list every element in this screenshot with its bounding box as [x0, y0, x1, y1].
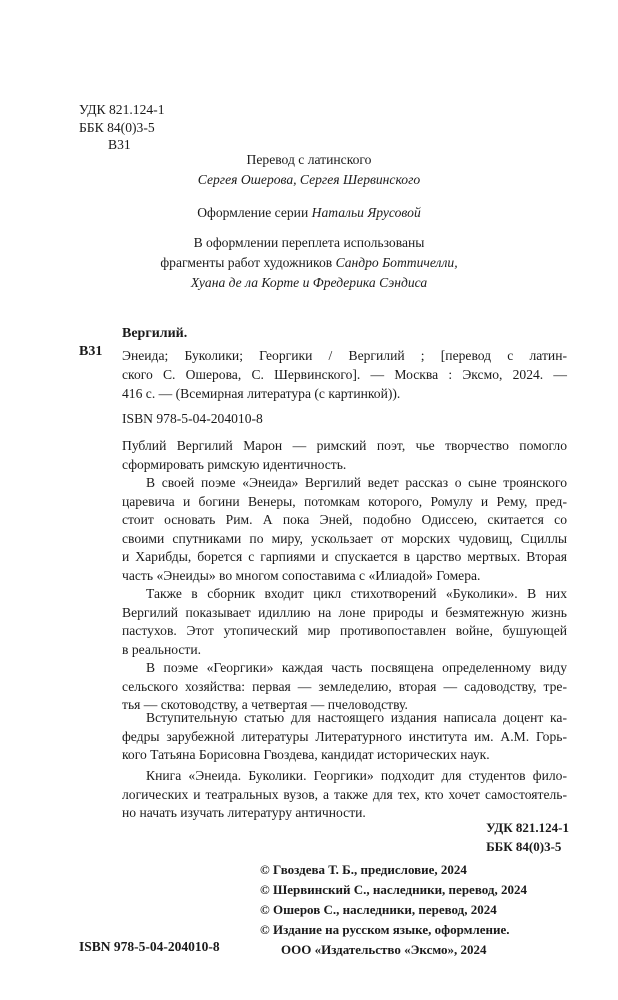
cover-credits [0, 233, 618, 293]
annotation-line: своими спутниками по миру, ускользает от морских чудовищ, Сциллы [122, 530, 567, 546]
annotation-line: Публий Вергилий Марон — римский поэт, чье творчество помогло [122, 438, 567, 453]
copyright-line: © Гвоздева Т. Б., предисловие, 2024 [260, 862, 467, 877]
isbn-catalog: ISBN 978-5-04-204010-8 [122, 411, 263, 426]
series-designer: Натальи Ярусовой [311, 205, 421, 220]
copyright-line: © Издание на русском языке, оформление. [260, 922, 510, 937]
cover-line-2-plain: фрагменты работ художников [160, 255, 336, 270]
annotation-line: Вергилий показывает идиллию на лоне природы и безмятежную жизнь [122, 604, 567, 620]
annotation-paragraph [122, 585, 567, 659]
biblio-line: ского С. Ошерова, С. Шервинского]. — Москва : Эксмо, 2024. — [122, 367, 567, 382]
annotation-paragraph [122, 709, 567, 765]
catalog-author: Вергилий. [122, 326, 188, 341]
annotation-line: в реальности. [122, 641, 202, 657]
bibliographic-description [122, 346, 567, 403]
copyright-line: ООО «Издательство «Эксмо», 2024 [281, 942, 487, 957]
annotation-line: тья — скотоводству, а четвертая — пчеловодству. [122, 697, 408, 712]
annotation-paragraph [122, 767, 567, 823]
cover-line-1: В оформлении переплета использованы [193, 235, 425, 250]
translation-credits [0, 150, 618, 190]
cover-line-2-artist: Сандро Боттичелли, [335, 255, 458, 270]
catalog-author-sign: В31 [79, 344, 103, 359]
bbk-code-right: ББК 84(0)3-5 [486, 839, 562, 854]
translation-label: Перевод с латинского [246, 152, 372, 167]
isbn-bottom: ISBN 978-5-04-204010-8 [79, 939, 220, 954]
annotation-line: В поэме «Георгики» каждая часть посвящена определенному виду [146, 660, 567, 675]
copyright-block [260, 860, 527, 960]
biblio-line: 416 с. — (Всемирная литература (с картинкой)). [122, 386, 401, 401]
annotation-paragraph [122, 474, 567, 585]
annotation-paragraph [122, 659, 567, 715]
cover-line-3: Хуана де ла Корте и Фредерика Сэндиса [190, 275, 428, 290]
annotation-line: стоит основать Рим. А пока Эней, подобно Одиссею, скитается со [122, 512, 567, 527]
annotation-line: В своей поэме «Энеида» Вергилий ведет рассказ о сыне троянского [146, 475, 567, 490]
udk-code-right: УДК 821.124-1 [486, 820, 569, 835]
series-design-label: Оформление серии [197, 205, 312, 220]
classification-codes-right [486, 818, 569, 856]
annotation-line: федры зарубежной литературы Литературного института им. А.М. Горь- [122, 728, 567, 744]
annotation-line: логических и театральных вузов, а также для тех, кто хочет самостоятель- [122, 786, 567, 802]
annotation-line: сельского хозяйства: первая — земледелию, вторая — садоводству, тре- [122, 678, 567, 694]
classification-codes [79, 101, 165, 154]
copyright-line: © Ошеров С., наследники, перевод, 2024 [260, 902, 497, 917]
bbk-code: ББК 84(0)3-5 [79, 119, 155, 135]
annotation-line: и Харибды, борется с гарпиями и спускается в царство мертвых. Вторая [122, 549, 567, 564]
translators: Сергея Ошерова, Сергея Шервинского [197, 172, 421, 187]
copyright-line: © Шервинский С., наследники, перевод, 2024 [260, 882, 527, 897]
annotation-line: царевича и богини Венеры, потомкам которого, Ромулу и Рему, пред- [122, 493, 567, 509]
annotation-line: но начать изучать литературу античности. [122, 805, 366, 820]
series-design-credit [0, 203, 618, 223]
annotation-line: часть «Энеиды» во многом сопоставима с «Илиадой» Гомера. [122, 567, 481, 583]
biblio-line: Энеида; Буколики; Георгики / Вергилий ; [перевод с латин- [122, 348, 567, 363]
udk-code: УДК 821.124-1 [79, 102, 165, 117]
author-sign: В31 [108, 137, 131, 152]
annotation-line: сформировать римскую идентичность. [122, 456, 347, 472]
annotation-line: Вступительную статью для настоящего издания написала доцент ка- [146, 710, 567, 725]
annotation-line: Также в сборник входит цикл стихотворений «Буколики». В них [146, 586, 567, 601]
annotation-paragraph [122, 437, 567, 474]
annotation-line: кого Татьяна Борисовна Гвоздева, кандидат исторических наук. [122, 747, 490, 762]
annotation-line: Книга «Энеида. Буколики. Георгики» подходит для студентов фило- [146, 768, 567, 783]
annotation-line: пастухов. Этот утопический мир противопоставлен войне, бушующей [122, 623, 567, 638]
